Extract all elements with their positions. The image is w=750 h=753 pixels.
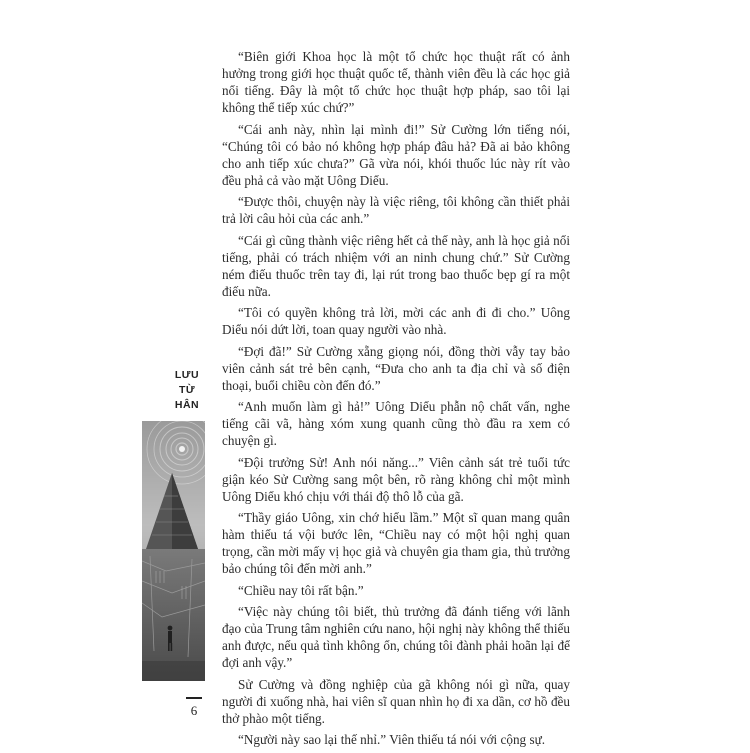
paragraph: “Được thôi, chuyện này là việc riêng, tôi không cần thiết phải trả lời câu hỏi của các anh.” bbox=[222, 194, 570, 226]
paragraph: “Người này sao lại thế nhỉ.” Viên thiếu tá nói với cộng sự. bbox=[238, 732, 546, 747]
paragraph: “Đợi đã!” Sử Cường xẵng giọng nói, đồng thời vẫy tay bảo viên cảnh sát trẻ bên cạnh, “Đưa cho anh ta địa chỉ và số điện thoại, buổi chiều còn đến đó.” bbox=[222, 343, 570, 393]
paragraph: “Anh muốn làm gì hả!” Uông Diểu phẫn nộ chất vấn, nghe tiếng cãi vã, hàng xóm xung quanh cũng thò đầu ra xem có chuyện gì. bbox=[222, 399, 570, 448]
author-name-vertical bbox=[168, 368, 206, 413]
author-line: TỪ bbox=[178, 384, 196, 396]
paragraph: “Chiều nay tôi rất bận.” bbox=[238, 582, 364, 598]
paragraph: Sử Cường và đồng nghiệp của gã không nói gì nữa, quay người đi xuống nhà, hai viên sĩ quan nhìn họ đi xa dần, cơ hồ đều thở phào một tiếng. bbox=[222, 676, 570, 726]
side-illustration bbox=[142, 421, 205, 681]
author-line: HÂN bbox=[174, 399, 200, 411]
paragraph: “Cái gì cũng thành việc riêng hết cả thế này, anh là học giả nổi tiếng, phải có trách nhiệm với an ninh chung chứ.” Sử Cường ném điếu thuốc trên tay đi, lại rút trong bao thuốc bẹp gí ra một điếu nữa. bbox=[222, 232, 570, 299]
paragraph: “Thầy giáo Uông, xin chớ hiểu lầm.” Một sĩ quan mang quân hàm thiếu tá vội bước lên, “Chiều nay có một hội nghị quan trọng, cần mời mấy vị học giả và chuyên gia tham gia, thủ trưởng bảo chúng tôi đến mời anh.” bbox=[222, 510, 570, 576]
paragraph: “Đội trưởng Sử! Anh nói năng...” Viên cảnh sát trẻ tuổi tức giận kéo Sử Cường sang một bên, rõ ràng không chỉ một mình Uông Diểu khó chịu với thái độ thô lỗ của gã. bbox=[222, 454, 570, 504]
paragraph: “Tôi có quyền không trả lời, mời các anh đi đi cho.” Uông Diểu nói dứt lời, toan quay người vào nhà. bbox=[222, 305, 570, 337]
paragraph: “Việc này chúng tôi biết, thủ trưởng đã đánh tiếng với lãnh đạo của Trung tâm nghiên cứu nano, hội nghị này không thể thiếu anh được, nếu quả tình không ổn, chúng tôi đành phải hoãn lại để đợi anh vậy.” bbox=[222, 604, 570, 670]
paragraph: “Cái anh này, nhìn lại mình đi!” Sử Cường lớn tiếng nói, “Chúng tôi có bảo nó không hợp pháp đâu hả? Đã ai bảo không cho anh tiếp xúc chưa?” Gã vừa nói, khói thuốc lúc này rít vào đều phả cả vào mặt Uông Diểu. bbox=[222, 121, 570, 188]
page-number-rule bbox=[186, 697, 202, 699]
author-line: LƯU bbox=[174, 369, 200, 381]
paragraph: “Biên giới Khoa học là một tổ chức học thuật rất có ảnh hưởng trong giới học thuật quốc tế, thành viên đều là các học giả nổi tiếng. Đây là một tổ chức học thuật hợp pháp, sao tôi lại không thể tiếp xúc chứ?” bbox=[222, 49, 570, 115]
page-number: 6 bbox=[190, 703, 198, 718]
body-text bbox=[222, 48, 570, 753]
